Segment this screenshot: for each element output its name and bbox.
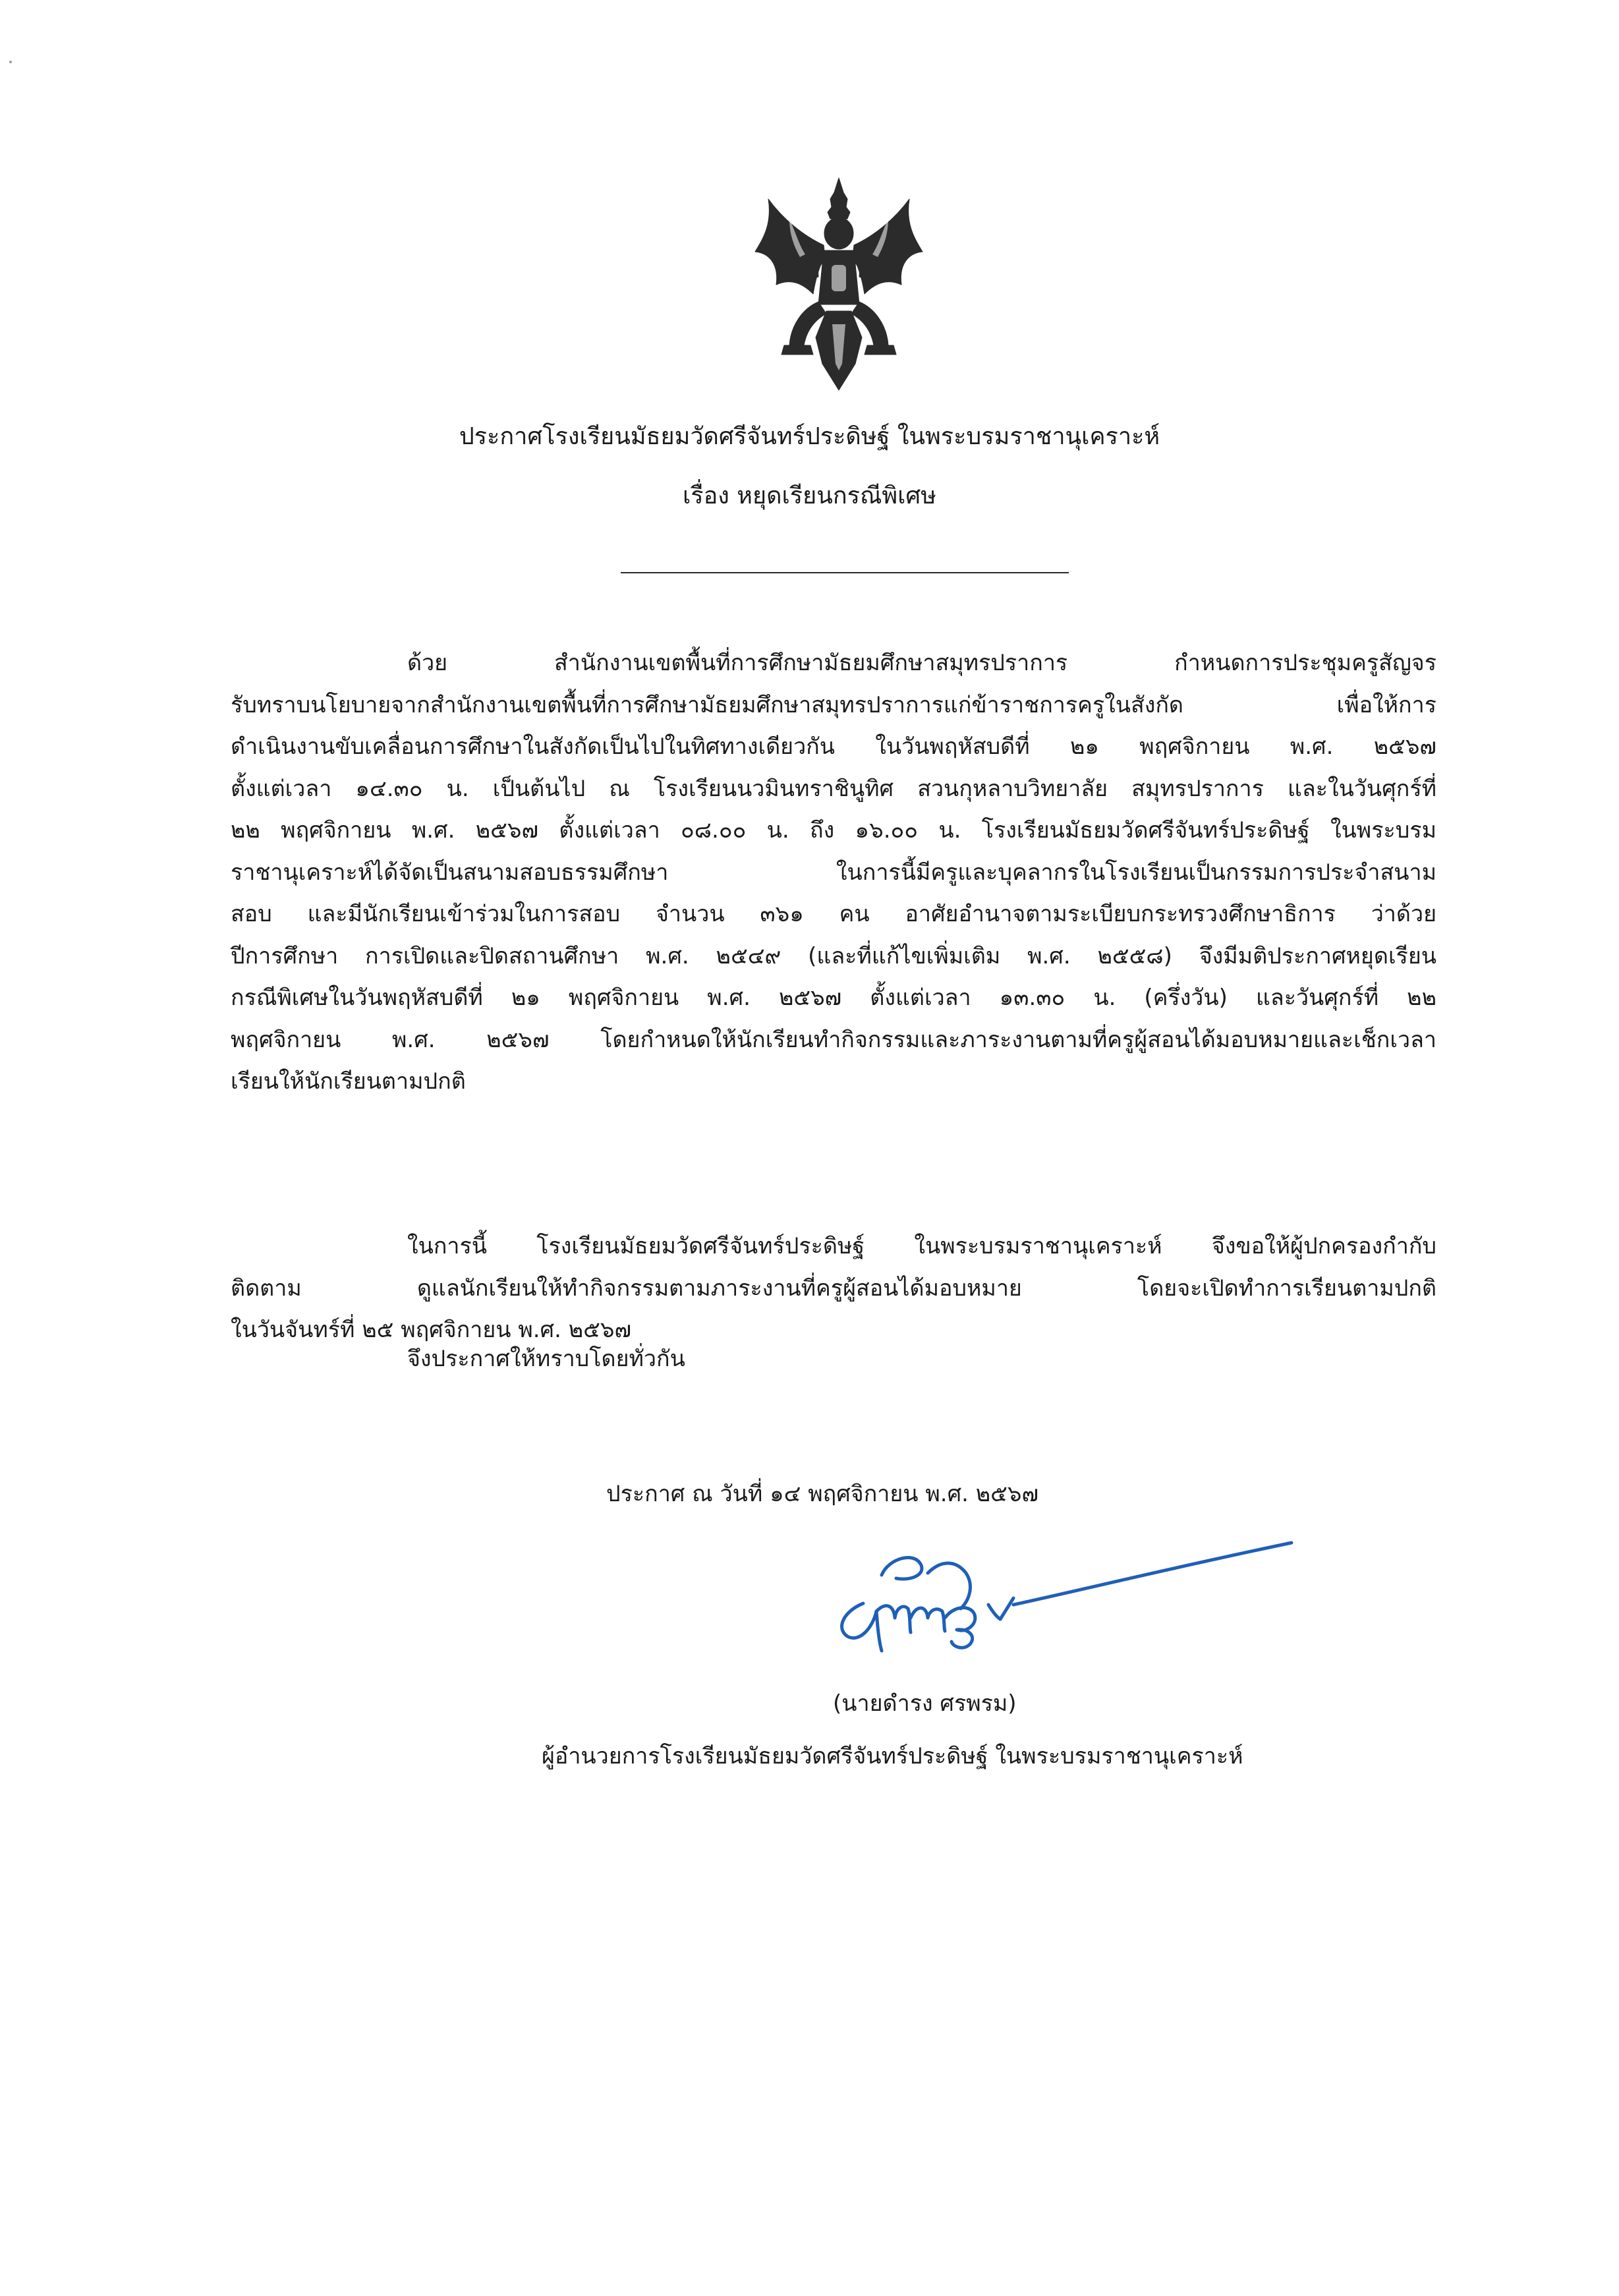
announcement-subject: เรื่อง หยุดเรียนกรณีพิเศษ (683, 482, 936, 509)
paragraph-line: รับทราบนโยบายจากสำนักงานเขตพื้นที่การศึกษามัธยมศึกษาสมุทรปราการแก่ข้าราชการครูในสังกัด เพื่อให้การ (231, 691, 1436, 718)
announcement-title: ประกาศโรงเรียนมัธยมวัดศรีจันทร์ประดิษฐ์ ในพระบรมราชานุเคราะห์ (459, 423, 1160, 450)
paragraph-line: สอบ และมีนักเรียนเข้าร่วมในการสอบ จำนวน ๓๖๑ คน อาศัยอำนาจตามระเบียบกระทรวงศึกษาธิการ ว่าด้วย (231, 901, 1436, 927)
body-paragraph-1 (231, 643, 1436, 1103)
paragraph-line: ในวันจันทร์ที่ ๒๕ พฤศจิกายน พ.ศ. ๒๕๖๗ (231, 1317, 632, 1343)
paragraph-line: ด้วย สำนักงานเขตพื้นที่การศึกษามัธยมศึกษาสมุทรปราการ กำหนดการประชุมครูสัญจร (407, 650, 1436, 676)
title-divider (621, 572, 1069, 573)
paragraph-line: เรียนให้นักเรียนตามปกติ (231, 1068, 466, 1095)
paragraph-line: ๒๒ พฤศจิกายน พ.ศ. ๒๕๖๗ ตั้งแต่เวลา ๐๘.๐๐ น. ถึง ๑๖.๐๐ น. โรงเรียนมัธยมวัดศรีจันทร์ประดิษฐ์ ในพระบรม (231, 817, 1436, 844)
paragraph-line: กรณีพิเศษในวันพฤหัสบดีที่ ๒๑ พฤศจิกายน พ.ศ. ๒๕๖๗ ตั้งแต่เวลา ๑๓.๓๐ น. (ครึ่งวัน) และวันศุกร์ที่ ๒๒ (231, 985, 1436, 1011)
signature-mark (804, 1512, 1305, 1671)
signer-title: ผู้อำนวยการโรงเรียนมัธยมวัดศรีจันทร์ประดิษฐ์ ในพระบรมราชานุเคราะห์ (542, 1743, 1243, 1769)
body-paragraph-2 (231, 1226, 1436, 1352)
paragraph-line: ตั้งแต่เวลา ๑๔.๓๐ น. เป็นต้นไป ณ โรงเรียนนวมินทราชินูทิศ สวนกุหลาบวิทยาลัย สมุทรปราการ และในวันศุกร์ที่ (231, 775, 1436, 802)
paragraph-line: ติดตาม ดูแลนักเรียนให้ทำกิจกรรมตามภาระงานที่ครูผู้สอนได้มอบหมาย โดยจะเปิดทำการเรียนตามปกติ (231, 1275, 1436, 1302)
paragraph-line: ปีการศึกษา การเปิดและปิดสถานศึกษา พ.ศ. ๒๕๔๙ (และที่แก้ไขเพิ่มเติม พ.ศ. ๒๕๕๘) จึงมีมติประกาศหยุดเรียน (231, 942, 1436, 969)
paragraph-line: ดำเนินงานขับเคลื่อนการศึกษาในสังกัดเป็นไปในทิศทางเดียวกัน ในวันพฤหัสบดีที่ ๒๑ พฤศจิกายน พ.ศ. ๒๕๖๗ (231, 733, 1436, 760)
closing-statement: จึงประกาศให้ทราบโดยทั่วกัน (407, 1346, 685, 1372)
announcement-date: ประกาศ ณ วันที่ ๑๔ พฤศจิกายน พ.ศ. ๒๕๖๗ (606, 1481, 1039, 1507)
paragraph-line: พฤศจิกายน พ.ศ. ๒๕๖๗ โดยกำหนดให้นักเรียนทำกิจกรรมและภาระงานตามที่ครูผู้สอนได้มอบหมายและเช็กเวลา (231, 1026, 1436, 1053)
scan-speck (9, 61, 12, 63)
paragraph-line: ราชานุเคราะห์ได้จัดเป็นสนามสอบธรรมศึกษา ในการนี้มีครูและบุคลากรในโรงเรียนเป็นกรรมการประจำสนาม (231, 859, 1436, 886)
paragraph-line: ในการนี้ โรงเรียนมัธยมวัดศรีจันทร์ประดิษฐ์ ในพระบรมราชานุเคราะห์ จึงขอให้ผู้ปกครองกำกับ (407, 1233, 1436, 1259)
signer-name: (นายดำรง ศรพรม) (833, 1690, 1017, 1717)
garuda-emblem-icon (750, 173, 928, 400)
